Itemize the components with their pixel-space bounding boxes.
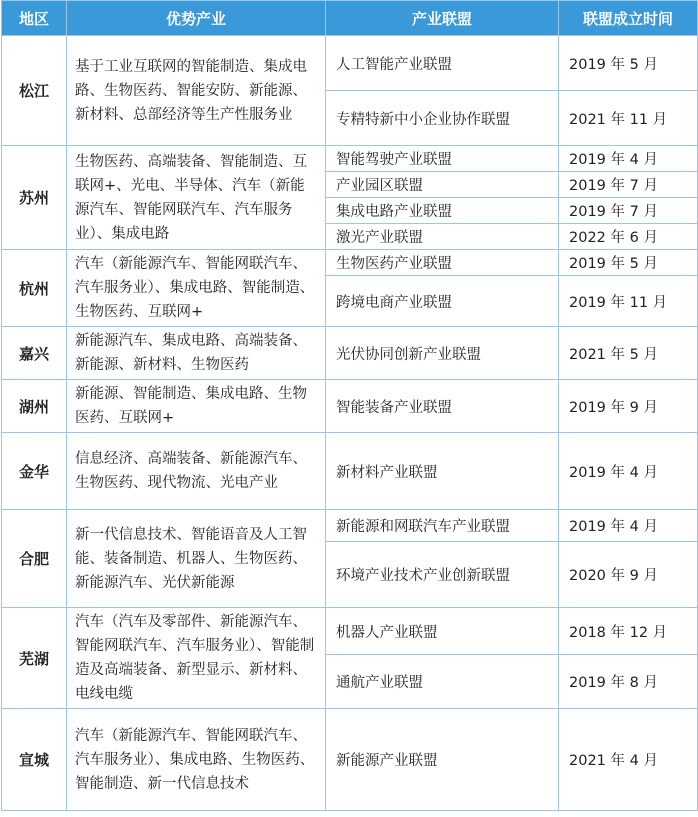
header-advantage: 优势产业 (67, 1, 326, 36)
advantage-cell: 生物医药、高端装备、智能制造、互联网+、光电、半导体、汽车（新能源汽车、智能网联汽车、汽车服务业）、集成电路 (67, 146, 326, 250)
alliance-name-cell: 产业园区联盟 (326, 172, 559, 198)
region-cell: 嘉兴 (2, 327, 67, 380)
table-body (2, 36, 698, 811)
alliance-name-cell: 新材料产业联盟 (326, 433, 559, 510)
region-cell: 金华 (2, 433, 67, 510)
alliance-name-cell: 环境产业技术产业创新联盟 (326, 542, 559, 608)
region-cell: 杭州 (2, 250, 67, 327)
alliance-date-cell: 2019 年 4 月 (559, 510, 698, 542)
region-cell: 苏州 (2, 146, 67, 250)
alliance-name-cell: 生物医药产业联盟 (326, 250, 559, 276)
table-row (2, 146, 698, 172)
alliance-name-cell: 智能装备产业联盟 (326, 380, 559, 433)
alliance-name-cell: 光伏协同创新产业联盟 (326, 327, 559, 380)
alliance-date-cell: 2021 年 4 月 (559, 709, 698, 811)
alliance-date-cell: 2019 年 9 月 (559, 380, 698, 433)
alliance-name-cell: 人工智能产业联盟 (326, 36, 559, 91)
advantage-cell: 新能源、智能制造、集成电路、生物医药、互联网+ (67, 380, 326, 433)
advantage-cell: 汽车（新能源汽车、智能网联汽车、汽车服务业）、集成电路、智能制造、生物医药、互联网+ (67, 250, 326, 327)
region-cell: 湖州 (2, 380, 67, 433)
alliance-date-cell: 2021 年 5 月 (559, 327, 698, 380)
alliance-name-cell: 跨境电商产业联盟 (326, 276, 559, 327)
advantage-cell: 基于工业互联网的智能制造、集成电路、生物医药、智能安防、新能源、新材料、总部经济等生产性服务业 (67, 36, 326, 146)
alliance-date-cell: 2019 年 8 月 (559, 655, 698, 709)
alliance-date-cell: 2019 年 5 月 (559, 36, 698, 91)
alliance-date-cell: 2022 年 6 月 (559, 224, 698, 250)
table-row (2, 380, 698, 433)
header-date: 联盟成立时间 (559, 1, 698, 36)
advantage-cell: 汽车（汽车及零部件、新能源汽车、智能网联汽车、汽车服务业）、智能制造及高端装备、新型显示、新材料、电线电缆 (67, 608, 326, 709)
advantage-cell: 信息经济、高端装备、新能源汽车、生物医药、现代物流、光电产业 (67, 433, 326, 510)
table-row (2, 327, 698, 380)
advantage-cell: 新能源汽车、集成电路、高端装备、新能源、新材料、生物医药 (67, 327, 326, 380)
alliance-date-cell: 2019 年 7 月 (559, 198, 698, 224)
table-row (2, 510, 698, 542)
table-row (2, 433, 698, 510)
header-alliance: 产业联盟 (326, 1, 559, 36)
alliance-date-cell: 2018 年 12 月 (559, 608, 698, 655)
alliance-name-cell: 新能源和网联汽车产业联盟 (326, 510, 559, 542)
table-row (2, 36, 698, 91)
alliance-name-cell: 新能源产业联盟 (326, 709, 559, 811)
alliance-date-cell: 2019 年 5 月 (559, 250, 698, 276)
alliance-name-cell: 智能驾驶产业联盟 (326, 146, 559, 172)
alliance-date-cell: 2019 年 4 月 (559, 433, 698, 510)
advantage-cell: 新一代信息技术、智能语音及人工智能、装备制造、机器人、生物医药、新能源汽车、光伏新能源 (67, 510, 326, 608)
header-row (2, 1, 698, 36)
header-region: 地区 (2, 1, 67, 36)
alliance-name-cell: 集成电路产业联盟 (326, 198, 559, 224)
region-cell: 芜湖 (2, 608, 67, 709)
industry-alliance-table (1, 0, 698, 811)
alliance-date-cell: 2019 年 4 月 (559, 146, 698, 172)
alliance-date-cell: 2020 年 9 月 (559, 542, 698, 608)
alliance-date-cell: 2019 年 7 月 (559, 172, 698, 198)
alliance-date-cell: 2021 年 11 月 (559, 91, 698, 146)
region-cell: 宣城 (2, 709, 67, 811)
alliance-date-cell: 2019 年 11 月 (559, 276, 698, 327)
alliance-name-cell: 激光产业联盟 (326, 224, 559, 250)
alliance-name-cell: 机器人产业联盟 (326, 608, 559, 655)
alliance-name-cell: 专精特新中小企业协作联盟 (326, 91, 559, 146)
region-cell: 松江 (2, 36, 67, 146)
table-row (2, 608, 698, 655)
advantage-cell: 汽车（新能源汽车、智能网联汽车、汽车服务业）、集成电路、生物医药、智能制造、新一代信息技术 (67, 709, 326, 811)
table-row (2, 709, 698, 811)
alliance-name-cell: 通航产业联盟 (326, 655, 559, 709)
table-row (2, 250, 698, 276)
region-cell: 合肥 (2, 510, 67, 608)
